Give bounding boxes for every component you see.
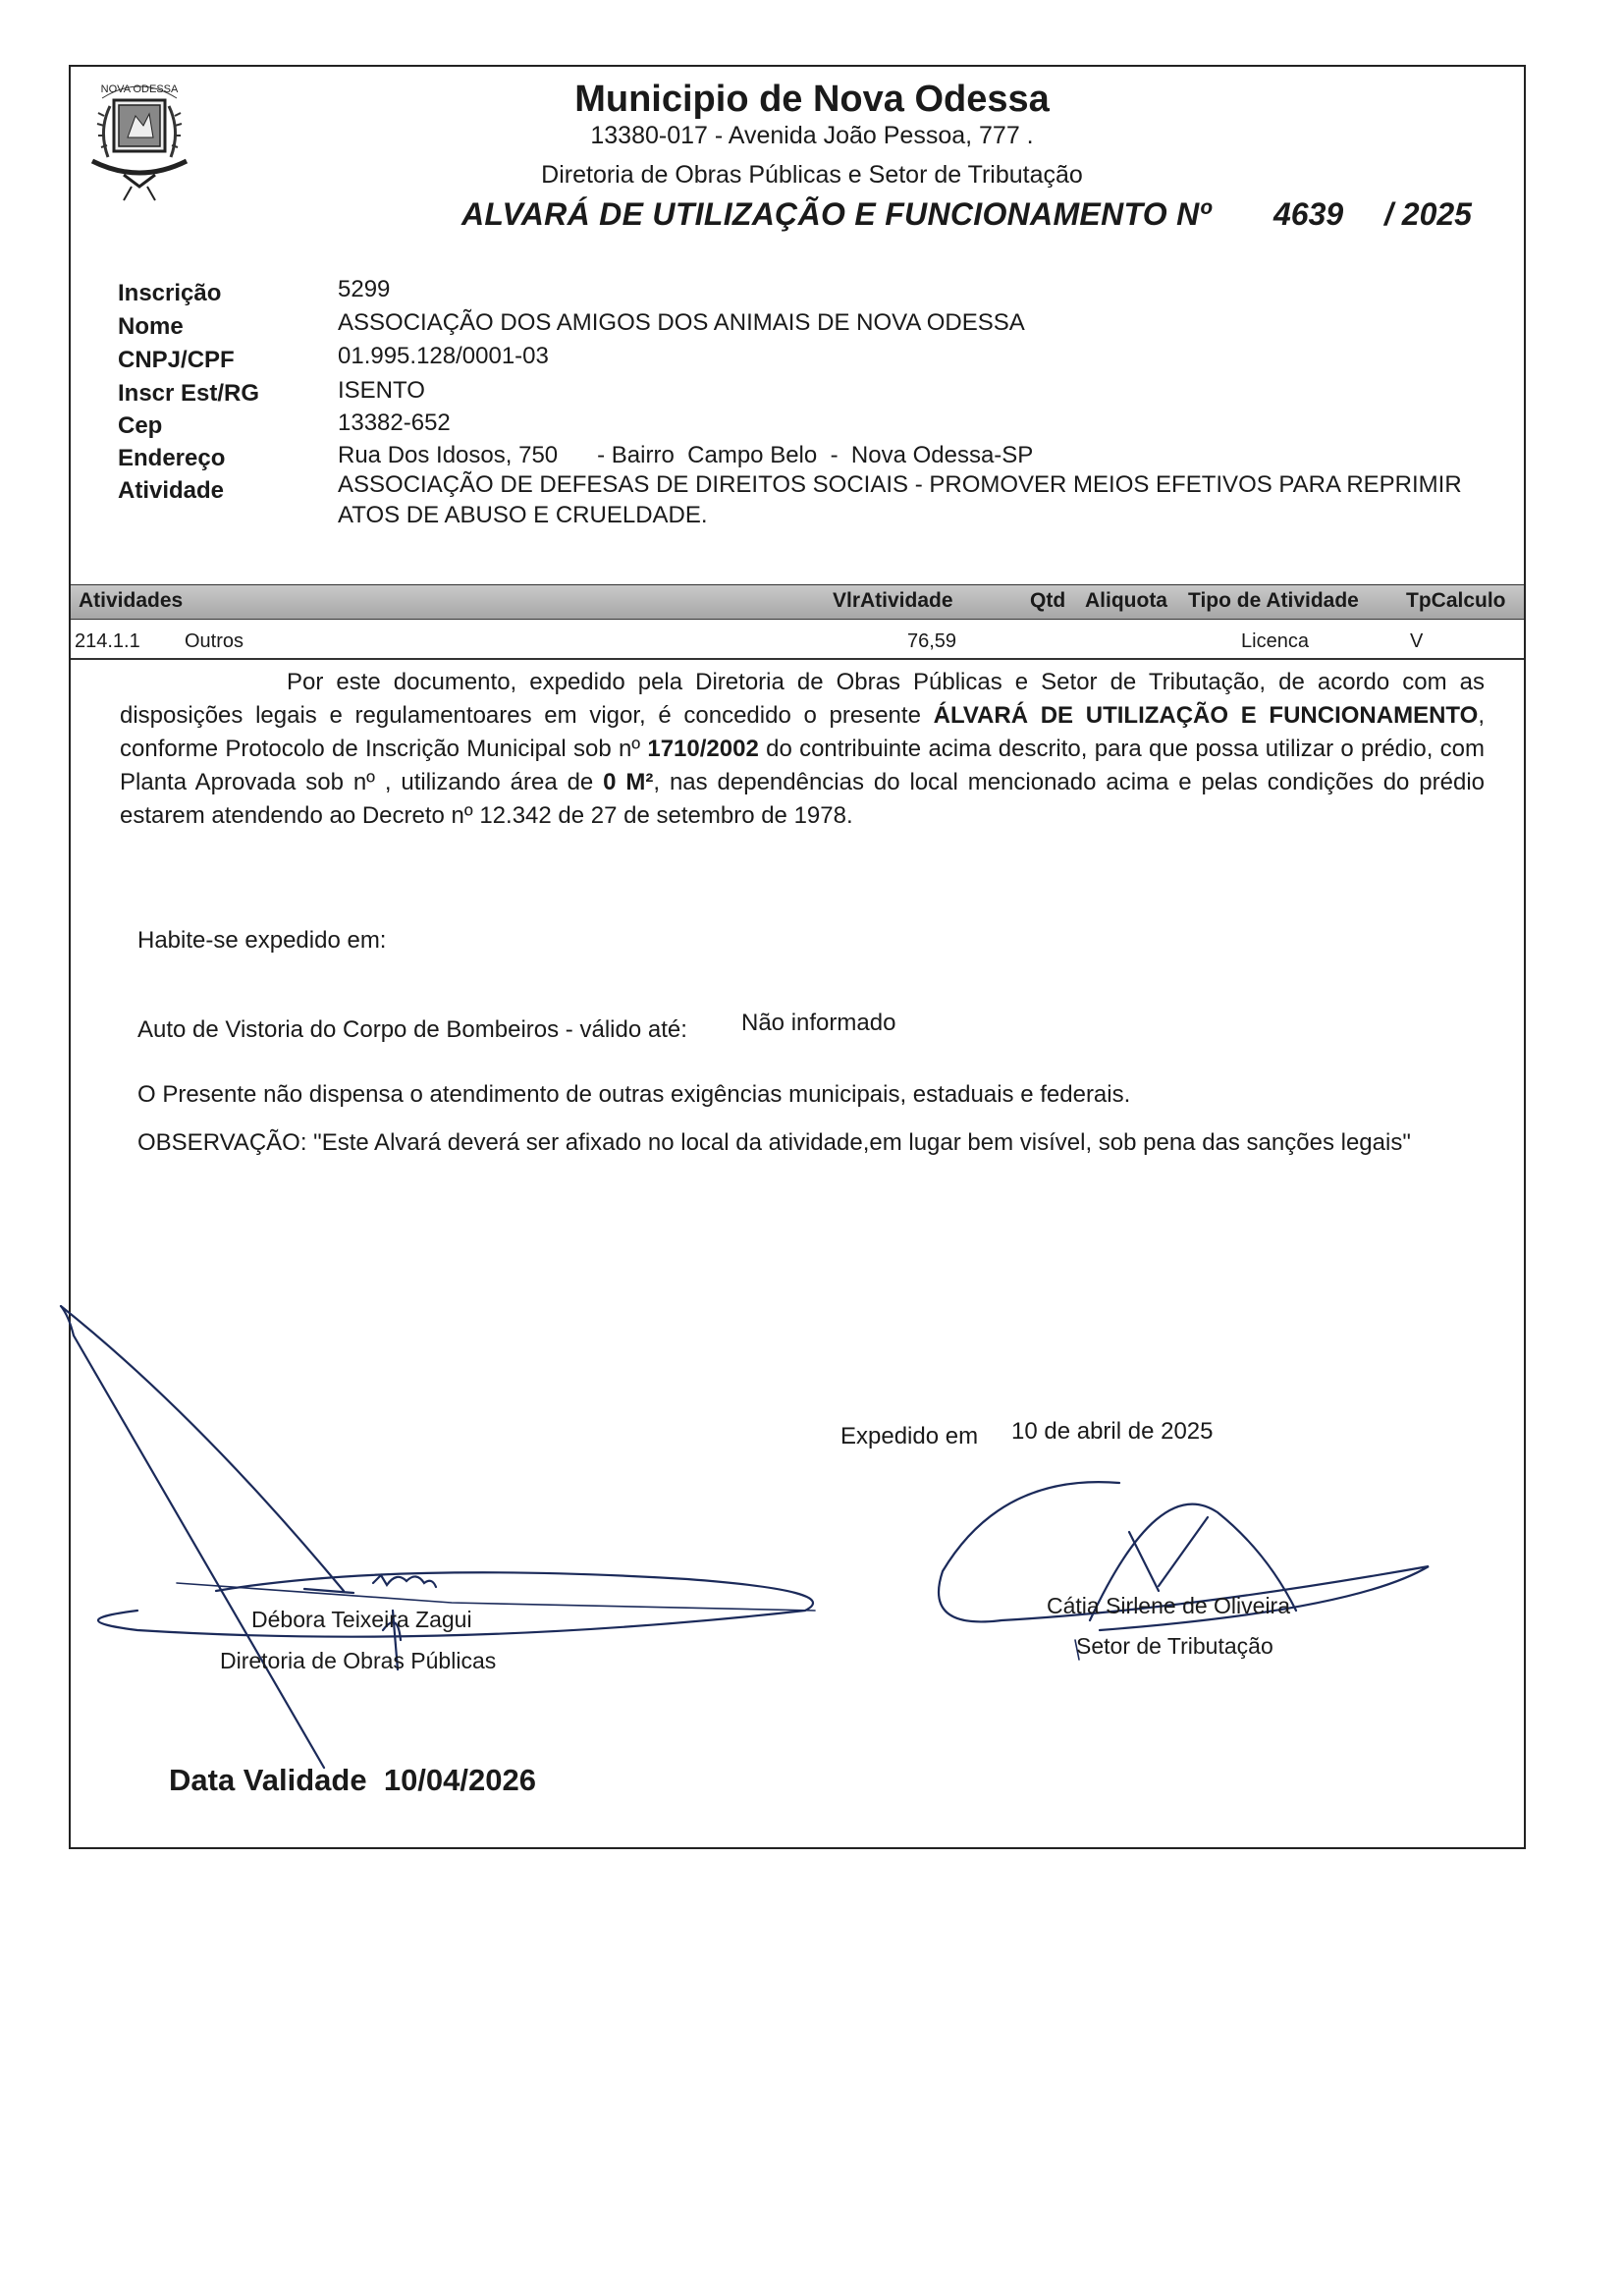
field-label-inscr-est: Inscr Est/RG — [118, 380, 260, 407]
field-label-atividade: Atividade — [118, 477, 225, 504]
para-text-3: do contribuinte acima descrito, para que possa utilizar o prédio, com Planta Aprovada sob nº , utilizando área de — [120, 736, 1485, 795]
para-text-2: , conforme Protocolo de Inscrição Municipal sob nº — [120, 702, 1485, 762]
col-qtd: Qtd — [1030, 589, 1066, 612]
row-code: 214.1.1 — [75, 630, 140, 652]
validity-date: 10/04/2026 — [383, 1763, 536, 1797]
col-aliquota: Aliquota — [1085, 589, 1167, 612]
field-value-cep: 13382-652 — [338, 410, 451, 436]
signature-role-obras: Diretoria de Obras Públicas — [220, 1648, 497, 1673]
municipality-address: 13380-017 - Avenida João Pessoa, 777 . — [590, 122, 1034, 149]
col-vlratividade: VlrAtividade — [833, 589, 953, 612]
field-value-nome: ASSOCIAÇÃO DOS AMIGOS DOS ANIMAIS DE NOVA ODESSA — [338, 309, 1025, 336]
col-tipo-atividade: Tipo de Atividade — [1188, 589, 1359, 612]
field-value-cnpj: 01.995.128/0001-03 — [338, 343, 549, 369]
row-tipo: Licenca — [1241, 630, 1309, 652]
habite-se-line: Habite-se expedido em: — [137, 927, 387, 954]
expedido-label: Expedido em — [840, 1423, 979, 1449]
observacao-line: OBSERVAÇÃO: "Este Alvará deverá ser afixado no local da atividade,em lugar bem visível, sob pena das sanções legais" — [137, 1129, 1411, 1156]
document-year: / 2025 — [1384, 196, 1472, 232]
field-value-endereco: Rua Dos Idosos, 750 - Bairro Campo Belo - Nova Odessa-SP — [338, 442, 1034, 468]
field-value-atividade: ASSOCIAÇÃO DE DEFESAS DE DIREITOS SOCIAIS - PROMOVER MEIOS EFETIVOS PARA REPRIMIR — [338, 471, 1462, 498]
col-tpcalculo: TpCalculo — [1406, 589, 1506, 612]
field-value-inscricao: 5299 — [338, 276, 391, 302]
para-bold-protocolo: 1710/2002 — [647, 736, 759, 762]
row-valor: 76,59 — [907, 630, 957, 652]
auto-vistoria-value: Não informado — [741, 1010, 896, 1036]
row-tpcalculo: V — [1410, 630, 1424, 652]
col-atividades: Atividades — [79, 589, 184, 612]
validity-line — [169, 1763, 536, 1798]
field-label-cnpj: CNPJ/CPF — [118, 347, 235, 373]
signature-role-tributacao: Setor de Tributação — [1076, 1633, 1273, 1659]
emblem-text: NOVA ODESSA — [100, 83, 179, 95]
para-text-4: , nas dependências do local mencionado acima e pelas condições do prédio estarem atendendo ao Decreto nº 12.342 de 27 de setembro de 1978. — [120, 769, 1485, 829]
document-number: 4639 — [1273, 196, 1344, 232]
field-value-atividade-cont: ATOS DE ABUSO E CRUELDADE. — [338, 502, 708, 528]
validity-label: Data Validade — [169, 1763, 367, 1797]
field-value-inscr-est: ISENTO — [338, 377, 425, 404]
para-bold-area: 0 M² — [603, 769, 654, 795]
presente-line: O Presente não dispensa o atendimento de outras exigências municipais, estaduais e federais. — [137, 1081, 1131, 1108]
row-description: Outros — [185, 630, 244, 652]
auto-vistoria-label: Auto de Vistoria do Corpo de Bombeiros - válido até: — [137, 1016, 687, 1043]
para-bold-alvara: ÁLVARÁ DE UTILIZAÇÃO E FUNCIONAMENTO — [933, 702, 1479, 729]
field-label-cep: Cep — [118, 412, 163, 439]
signature-name-obras: Débora Teixeira Zagui — [251, 1607, 472, 1632]
field-label-inscricao: Inscrição — [118, 280, 222, 306]
field-label-endereco: Endereço — [118, 445, 226, 471]
municipality-title: Municipio de Nova Odessa — [574, 79, 1050, 120]
field-label-nome: Nome — [118, 313, 184, 340]
para-text-1: Por este documento, expedido pela Diretoria de Obras Públicas e Setor de Tributação, de acordo com as disposições legais e regulamentoares em vigor, é concedido o presente — [120, 669, 1485, 729]
expedido-date: 10 de abril de 2025 — [1011, 1418, 1214, 1445]
department-name: Diretoria de Obras Públicas e Setor de Tributação — [541, 161, 1083, 189]
document-title: ALVARÁ DE UTILIZAÇÃO E FUNCIONAMENTO Nº — [461, 196, 1212, 232]
signature-name-tributacao: Cátia Sirlene de Oliveira — [1047, 1593, 1291, 1618]
